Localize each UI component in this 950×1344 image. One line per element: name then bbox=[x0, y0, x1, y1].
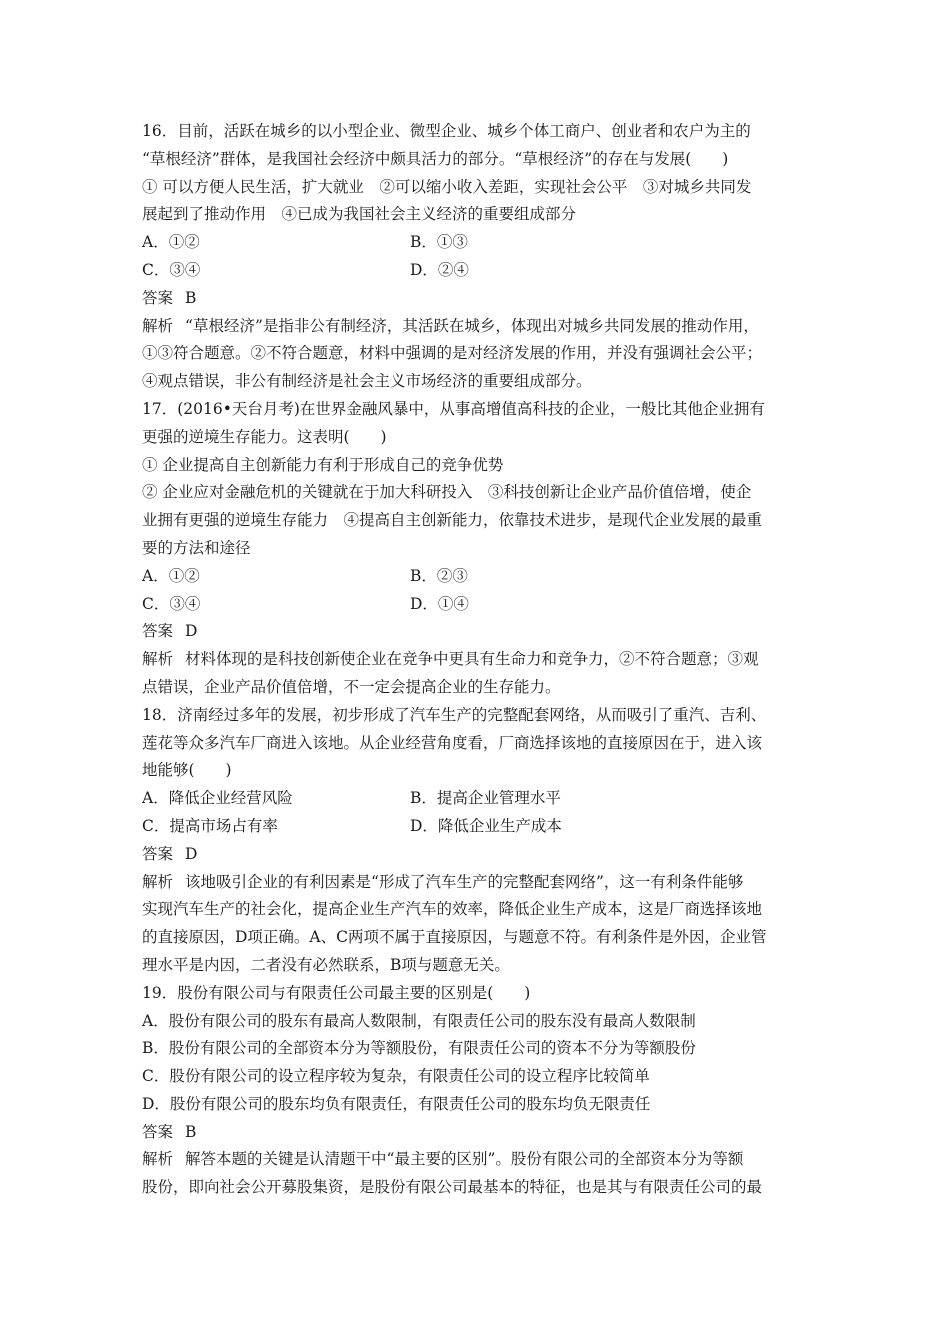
answer-value: D bbox=[185, 844, 198, 863]
analysis-line: 点错误，企业产品价值倍增，不一定会提高企业的生存能力。 bbox=[142, 677, 561, 696]
analysis-label: 解析 bbox=[142, 650, 174, 669]
question-stem-line: 19．股份有限公司与有限责任公司最主要的区别是( ) bbox=[142, 983, 531, 1002]
question-stem-line: 18．济南经过多年的发展，初步形成了汽车生产的完整配套网络，从而吸引了重汽、吉利、 bbox=[142, 705, 767, 724]
question-18 bbox=[142, 702, 812, 980]
option-c: C．③④ bbox=[142, 594, 201, 613]
analysis-text: 该地吸引企业的有利因素是“形成了汽车生产的完整配套网络”，这一有利条件能够 bbox=[185, 872, 744, 891]
question-stem-line: “草根经济”群体，是我国社会经济中颇具活力的部分。“草根经济”的存在与发展( ) bbox=[142, 149, 729, 168]
option-d: D．降低企业生产成本 bbox=[410, 816, 562, 835]
option-a: A．①② bbox=[142, 233, 200, 252]
option-row bbox=[142, 591, 812, 619]
answer-value: D bbox=[185, 622, 198, 641]
analysis-line: ④观点错误，非公有制经济是社会主义市场经济的重要组成部分。 bbox=[142, 372, 592, 391]
option-c: C．提高市场占有率 bbox=[142, 816, 278, 835]
analysis-text: 解答本题的关键是认清题干中“最主要的区别”。股份有限公司的全部资本分为等额 bbox=[185, 1150, 744, 1169]
answer-value: B bbox=[185, 1122, 197, 1141]
question-stem-line: 展起到了推动作用 ④已成为我国社会主义经济的重要组成部分 bbox=[142, 205, 577, 224]
answer-label: 答案 bbox=[142, 622, 174, 641]
analysis-line bbox=[142, 869, 812, 897]
analysis-line bbox=[142, 1146, 812, 1174]
analysis-line: ①③符合题意。②不符合题意，材料中强调的是对经济发展的作用，并没有强调社会公平； bbox=[142, 344, 763, 363]
option-row bbox=[142, 257, 812, 285]
answer-label: 答案 bbox=[142, 1122, 174, 1141]
answer-line bbox=[142, 1119, 812, 1147]
analysis-line: 的直接原因，D项正确。A、C两项不属于直接原因，与题意不符。有利条件是外因，企业管 bbox=[142, 928, 767, 947]
answer-value: B bbox=[185, 288, 197, 307]
option-b: B．①③ bbox=[410, 233, 468, 252]
option-c: C．③④ bbox=[142, 260, 201, 279]
answer-line bbox=[142, 618, 812, 646]
option-a: A．降低企业经营风险 bbox=[142, 789, 293, 808]
option-row bbox=[142, 813, 812, 841]
option-d: D．②④ bbox=[410, 260, 469, 279]
option-b: B．提高企业管理水平 bbox=[410, 789, 561, 808]
option-a: A．股份有限公司的股东有最高人数限制，有限责任公司的股东没有最高人数限制 bbox=[142, 1011, 696, 1030]
analysis-line: 实现汽车生产的社会化，提高企业生产汽车的效率，降低企业生产成本，这是厂商选择该地 bbox=[142, 900, 763, 919]
question-stem-line: 地能够( ) bbox=[142, 761, 232, 780]
analysis-line bbox=[142, 646, 812, 674]
option-b: B．股份有限公司的全部资本分为等额股份，有限责任公司的资本不分为等额股份 bbox=[142, 1039, 696, 1058]
answer-label: 答案 bbox=[142, 288, 174, 307]
document-body bbox=[142, 118, 812, 1202]
option-row bbox=[142, 229, 812, 257]
option-row bbox=[142, 563, 812, 591]
analysis-text: “草根经济”是指非公有制经济，其活跃在城乡，体现出对城乡共同发展的推动作用， bbox=[185, 316, 759, 335]
analysis-line: 股份，即向社会公开募股集资，是股份有限公司最基本的特征，也是其与有限责任公司的最 bbox=[142, 1178, 763, 1197]
question-stem-line: 业拥有更强的逆境生存能力 ④提高自主创新能力，依靠技术进步，是现代企业发展的最重 bbox=[142, 511, 763, 530]
question-16 bbox=[142, 118, 812, 396]
answer-label: 答案 bbox=[142, 844, 174, 863]
question-stem-line: 17．(2016•天台月考)在世界金融风暴中，从事高增值高科技的企业，一般比其他企业拥有 bbox=[142, 399, 765, 418]
answer-line bbox=[142, 285, 812, 313]
question-stem-line: 更强的逆境生存能力。这表明( ) bbox=[142, 427, 387, 446]
answer-line bbox=[142, 841, 812, 869]
question-stem-line: 16．目前，活跃在城乡的以小型企业、微型企业、城乡个体工商户、创业者和农户为主的 bbox=[142, 122, 751, 140]
option-d: D．股份有限公司的股东均负有限责任，有限责任公司的股东均负无限责任 bbox=[142, 1094, 651, 1113]
analysis-label: 解析 bbox=[142, 316, 174, 335]
question-stem-line: ① 企业提高自主创新能力有利于形成自己的竞争优势 bbox=[142, 455, 504, 474]
analysis-text: 材料体现的是科技创新使企业在竞争中更具有生命力和竞争力，②不符合题意；③观 bbox=[185, 650, 759, 669]
option-a: A．①② bbox=[142, 566, 200, 585]
question-stem-line: 莲花等众多汽车厂商进入该地。从企业经营角度看，厂商选择该地的直接原因在于，进入该 bbox=[142, 733, 763, 752]
question-17 bbox=[142, 396, 812, 702]
option-row bbox=[142, 785, 812, 813]
question-19 bbox=[142, 980, 812, 1202]
question-stem-line: 要的方法和途径 bbox=[142, 538, 251, 557]
question-stem-line: ① 可以方便人民生活，扩大就业 ②可以缩小收入差距，实现社会公平 ③对城乡共同发 bbox=[142, 177, 752, 196]
analysis-line: 理水平是内因，二者没有必然联系，B项与题意无关。 bbox=[142, 955, 510, 974]
analysis-label: 解析 bbox=[142, 1150, 174, 1169]
option-c: C．股份有限公司的设立程序较为复杂，有限责任公司的设立程序比较简单 bbox=[142, 1067, 650, 1086]
question-stem-line: ② 企业应对金融危机的关键就在于加大科研投入 ③科技创新让企业产品价值倍增，使企 bbox=[142, 483, 752, 502]
option-d: D．①④ bbox=[410, 594, 469, 613]
analysis-line bbox=[142, 313, 812, 341]
analysis-label: 解析 bbox=[142, 872, 174, 891]
option-b: B．②③ bbox=[410, 566, 468, 585]
